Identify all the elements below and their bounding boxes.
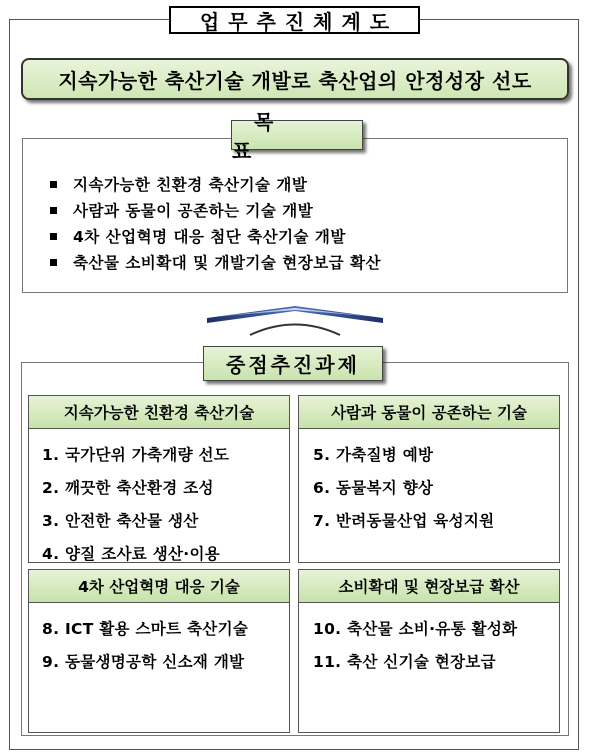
task-item: 7. 반려동물산업 육성지원 — [313, 512, 495, 530]
goal-item-label: 사람과 동물이 공존하는 기술 개발 — [73, 202, 314, 220]
task-item: 1. 국가단위 가축개량 선도 — [42, 446, 230, 464]
task-item: 8. ICT 활용 스마트 축산기술 — [42, 620, 249, 638]
task-item: 11. 축산 신기술 현장보급 — [313, 653, 496, 671]
task-group-industry-4 — [28, 569, 290, 733]
task-item: 5. 가축질병 예방 — [313, 446, 434, 464]
goal-item — [50, 197, 381, 223]
task-group-title: 사람과 동물이 공존하는 기술 — [299, 396, 559, 429]
task-list — [42, 617, 248, 683]
task-item: 4. 양질 조사료 생산·이용 — [42, 545, 221, 563]
task-item: 10. 축산물 소비·유통 활성화 — [313, 620, 518, 638]
task-list — [313, 617, 517, 683]
goal-item-label: 축산물 소비확대 및 개발기술 현장보급 확산 — [73, 254, 381, 272]
page-title: 업무추진체계도 — [169, 6, 420, 34]
task-group-consumption — [298, 569, 560, 733]
square-bullet-icon — [50, 259, 57, 266]
task-item: 2. 깨끗한 축산환경 조성 — [42, 479, 214, 497]
task-list — [42, 443, 229, 575]
goals-list — [50, 171, 381, 275]
goal-item — [50, 171, 381, 197]
goal-item — [50, 223, 381, 249]
task-item: 3. 안전한 축산물 생산 — [42, 512, 199, 530]
square-bullet-icon — [50, 181, 57, 188]
task-item: 6. 동물복지 향상 — [313, 479, 434, 497]
tasks-heading: 중점추진과제 — [203, 346, 383, 381]
task-group-title: 지속가능한 친환경 축산기술 — [29, 396, 289, 429]
task-group-title: 4차 산업혁명 대응 기술 — [29, 570, 289, 603]
task-list — [313, 443, 494, 542]
goal-item-label: 4차 산업혁명 대응 첨단 축산기술 개발 — [73, 228, 346, 246]
task-item: 9. 동물생명공학 신소재 개발 — [42, 653, 245, 671]
vision-banner: 지속가능한 축산기술 개발로 축산업의 안정성장 선도 — [21, 58, 569, 100]
task-group-title: 소비확대 및 현장보급 확산 — [299, 570, 559, 603]
chevron-connector-icon — [205, 300, 385, 340]
goal-item — [50, 249, 381, 275]
task-group-coexistence — [298, 395, 560, 563]
square-bullet-icon — [50, 233, 57, 240]
goal-item-label: 지속가능한 친환경 축산기술 개발 — [73, 176, 308, 194]
square-bullet-icon — [50, 207, 57, 214]
goals-heading: 목 — [231, 120, 363, 150]
task-group-eco-friendly — [28, 395, 290, 563]
